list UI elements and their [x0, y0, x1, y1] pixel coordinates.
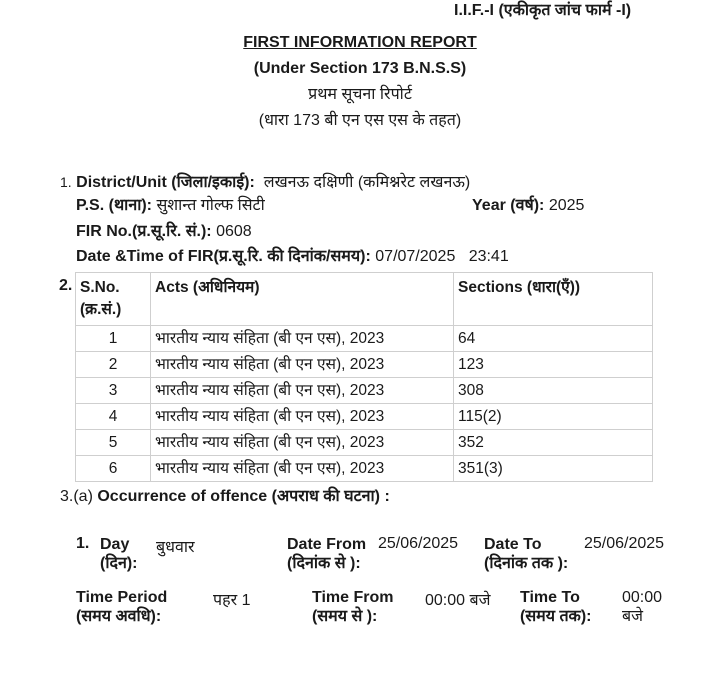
day-label-en: Day: [100, 536, 130, 553]
time-period-label-hindi: (समय अवधि):: [76, 608, 162, 625]
acts-table: [75, 272, 653, 482]
acts-table-row: [76, 430, 653, 456]
row-act: भारतीय न्याय संहिता (बी एन एस), 2023: [151, 326, 454, 352]
header-sections: Sections (धारा(एँ)): [454, 273, 653, 326]
row-section: 308: [454, 378, 653, 404]
date-from-label-hindi: (दिनांक से ):: [287, 555, 361, 572]
header-sno-hindi: (क्र.सं.): [80, 301, 122, 318]
row-sno: 1: [76, 326, 151, 352]
fir-date-value: 07/07/2025: [375, 248, 456, 265]
row-section: 351(3): [454, 456, 653, 482]
fir-datetime-row: [76, 244, 509, 266]
form-header: I.I.F.-I (एकीकृत जांच फार्म -I): [454, 2, 632, 19]
acts-table-row: [76, 352, 653, 378]
year-label: Year (वर्ष):: [472, 197, 545, 214]
fir-datetime-label: Date &Time of FIR(प्र.सू.रि. की दिनांक/समय):: [76, 248, 371, 265]
district-label: District/Unit (जिला/इकाई):: [76, 174, 255, 191]
row-act: भारतीय न्याय संहिता (बी एन एस), 2023: [151, 456, 454, 482]
header-acts: Acts (अधिनियम): [151, 273, 454, 326]
date-from-label: [287, 535, 366, 573]
time-period-label-en: Time Period: [76, 589, 168, 606]
occurrence-item-number: 1.: [76, 535, 90, 552]
row-section: 115(2): [454, 404, 653, 430]
date-to-label: [484, 535, 568, 573]
report-subtitle-hindi: (धारा 173 बी एन एस एस के तहत): [258, 112, 462, 129]
row-section: 352: [454, 430, 653, 456]
time-period-value: पहर 1: [213, 592, 251, 609]
time-to-value-unit: बजे: [622, 608, 644, 625]
time-from-label: [312, 588, 394, 626]
title-block: [200, 30, 520, 134]
section1-number: 1.: [60, 174, 72, 190]
day-label-hindi: (दिन):: [100, 555, 138, 572]
time-from-value: 00:00 बजे: [425, 592, 491, 609]
time-to-label-hindi: (समय तक):: [520, 608, 592, 625]
date-to-label-hindi: (दिनांक तक ):: [484, 555, 569, 572]
acts-table-header: [76, 273, 653, 326]
section3-number: 3.(a): [60, 488, 93, 505]
row-sno: 5: [76, 430, 151, 456]
occurrence-heading-label: Occurrence of offence (अपराध की घटना) :: [97, 488, 390, 505]
row-act: भारतीय न्याय संहिता (बी एन एस), 2023: [151, 352, 454, 378]
report-subtitle: (Under Section 173 B.N.S.S): [253, 60, 467, 77]
section2-number: 2.: [59, 277, 73, 294]
fir-no-label: FIR No.(प्र.सू.रि. सं.):: [76, 223, 212, 240]
district-value: लखनऊ दक्षिणी (कमिश्नरेट लखनऊ): [263, 174, 471, 191]
row-sno: 4: [76, 404, 151, 430]
time-to-label: [520, 588, 592, 626]
date-to-value: 25/06/2025: [584, 535, 665, 552]
time-to-value-time: 00:00: [622, 589, 663, 606]
row-sno: 3: [76, 378, 151, 404]
fir-no-row: [76, 219, 252, 241]
row-sno: 2: [76, 352, 151, 378]
time-to-value: [622, 588, 662, 626]
district-row: [60, 170, 470, 192]
date-from-label-en: Date From: [287, 536, 367, 553]
year-row: [472, 193, 584, 215]
ps-label: P.S. (थाना):: [76, 197, 152, 214]
acts-table-row: [76, 456, 653, 482]
row-section: 64: [454, 326, 653, 352]
fir-no-value: 0608: [216, 223, 252, 240]
time-period-label: [76, 588, 167, 626]
time-to-label-en: Time To: [520, 589, 580, 606]
ps-row: [76, 193, 265, 215]
acts-table-row: [76, 326, 653, 352]
report-title-hindi: प्रथम सूचना रिपोर्ट: [308, 86, 412, 103]
row-act: भारतीय न्याय संहिता (बी एन एस), 2023: [151, 404, 454, 430]
year-value: 2025: [548, 197, 585, 214]
day-value: बुधवार: [156, 539, 195, 556]
report-title: FIRST INFORMATION REPORT: [243, 34, 477, 51]
time-from-label-hindi: (समय से ):: [312, 608, 378, 625]
day-label: [100, 535, 138, 573]
header-sno-label: S.No.: [80, 279, 120, 296]
date-from-value: 25/06/2025: [378, 535, 459, 552]
row-act: भारतीय न्याय संहिता (बी एन एस), 2023: [151, 378, 454, 404]
fir-time-value: 23:41: [468, 248, 509, 265]
row-section: 123: [454, 352, 653, 378]
acts-table-row: [76, 378, 653, 404]
date-to-label-en: Date To: [484, 536, 542, 553]
acts-table-row: [76, 404, 653, 430]
row-act: भारतीय न्याय संहिता (बी एन एस), 2023: [151, 430, 454, 456]
row-sno: 6: [76, 456, 151, 482]
ps-value: सुशान्त गोल्फ सिटी: [156, 197, 265, 214]
time-from-label-en: Time From: [312, 589, 394, 606]
header-sno: [76, 273, 151, 326]
occurrence-heading: [60, 484, 390, 506]
